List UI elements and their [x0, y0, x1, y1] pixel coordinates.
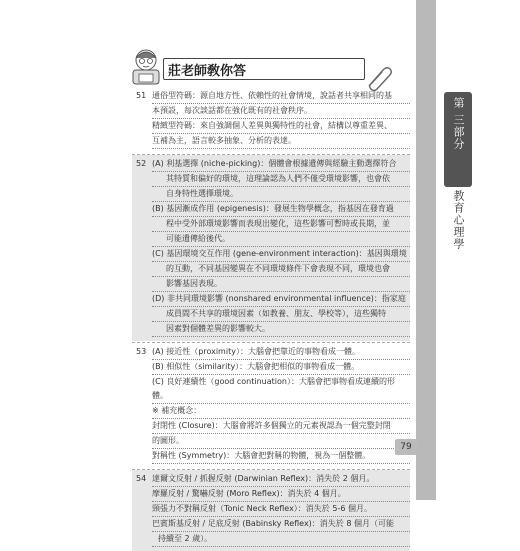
item-line: (C) 基因環境交互作用 (gene-environment interaction)：基因與環境 — [152, 247, 410, 262]
answer-list — [132, 87, 410, 551]
section-title: 莊老師敎你答 — [168, 64, 247, 79]
item-line: 程中受外部環境影響而表現出變化，這些影響可暫時或長期，並 — [152, 217, 410, 232]
part-tab — [444, 92, 472, 187]
item-line: 持續至 2 歲）。 — [152, 532, 410, 547]
item-line: 的互動，不同基因變異在不同環境條件下會表現不同，環境也會 — [152, 262, 410, 277]
item-line: (C) 良好連續性（good continuation）：大腦會把事物看成連續的形體。 — [152, 375, 410, 404]
subject-label: 教育心理學 — [452, 190, 465, 250]
item-line: 對稱性 (Symmetry)：大腦會把對稱的物體，視為一個整體。 — [152, 449, 410, 464]
item-line: 頸張力不對稱反射（Tonic Neck Reflex）：消失於 5-6 個月。 — [152, 502, 410, 517]
part-tab-label: 三部分 — [452, 114, 465, 150]
item-line: 的圖形。 — [152, 434, 410, 449]
item-line: 達爾文反射 / 抓握反射 (Darwinian Reflex)：消失於 2 個月。 — [152, 472, 410, 487]
title-box — [163, 58, 365, 80]
item-line: 自身特性選擇環境。 — [152, 187, 410, 202]
item-number: 54 — [136, 474, 147, 483]
page-number: 79 — [395, 439, 417, 455]
item-line: 精緻型符碼：來自強調個人差異與獨特性的社會，結構以尊重差異、 — [152, 119, 410, 134]
item-number: 52 — [136, 159, 147, 168]
item-line: (A) 接近性（proximity）：大腦會把靠近的事物看成一體。 — [152, 345, 410, 360]
teacher-icon — [127, 46, 165, 86]
item-line: (D) 非共同環境影響 (nonshared environmental influence)：指家庭 — [152, 292, 410, 307]
item-line: 其特質和偏好的環境，這理論認為人們不僅受環境影響，也會依 — [152, 172, 410, 187]
section-header — [127, 46, 387, 88]
item-line: 本預設，每次談話都在強化既有的社會秩序。 — [152, 104, 410, 119]
item-line: (B) 相似性（similarity）：大腦會把相似的事物看成一體。 — [152, 360, 410, 375]
item-line: 封閉性 (Closure)：大腦會將許多個獨立的元素視認為一個完整封閉 — [152, 419, 410, 434]
item-number: 53 — [136, 347, 147, 356]
item-line: 通俗型符碼：源自地方性、依賴性的社會情境，說話者共享相同的基 — [152, 89, 410, 104]
item-line: 互補為主，語言較多抽象、分析的表達。 — [152, 134, 410, 149]
item-line: 巴賓斯基反射 / 足底反射 (Babinsky Reflex)：消失於 8 個月（可能 — [152, 517, 410, 532]
answer-item-54 — [132, 470, 410, 551]
side-bar — [416, 0, 436, 500]
item-line: 因素對個體差異的影響較大。 — [152, 322, 410, 337]
answer-item-53 — [132, 343, 410, 468]
answer-item-51 — [132, 87, 410, 153]
item-line: 影響基因表現。 — [152, 277, 410, 292]
item-line: (A) 利基選擇 (niche-picking)：個體會根據遺傳與經驗主動選擇符合 — [152, 157, 410, 172]
subject-tab — [444, 190, 472, 270]
item-line: 成員間不共享的環境因素（如教養、朋友、學校等），這些獨特 — [152, 307, 410, 322]
item-line: 可能遺傳給後代。 — [152, 232, 410, 247]
part-tab-small: 第 — [452, 97, 465, 109]
item-line: ※ 補充概念： — [152, 404, 410, 419]
item-number: 51 — [136, 91, 147, 100]
answer-item-52 — [132, 155, 410, 341]
item-line: (B) 基因漸成作用 (epigenesis)：發展生物學概念，指基因在發育過 — [152, 202, 410, 217]
item-line: 摩羅反射 / 驚嚇反射 (Moro Reflex)：消失於 4 個月。 — [152, 487, 410, 502]
